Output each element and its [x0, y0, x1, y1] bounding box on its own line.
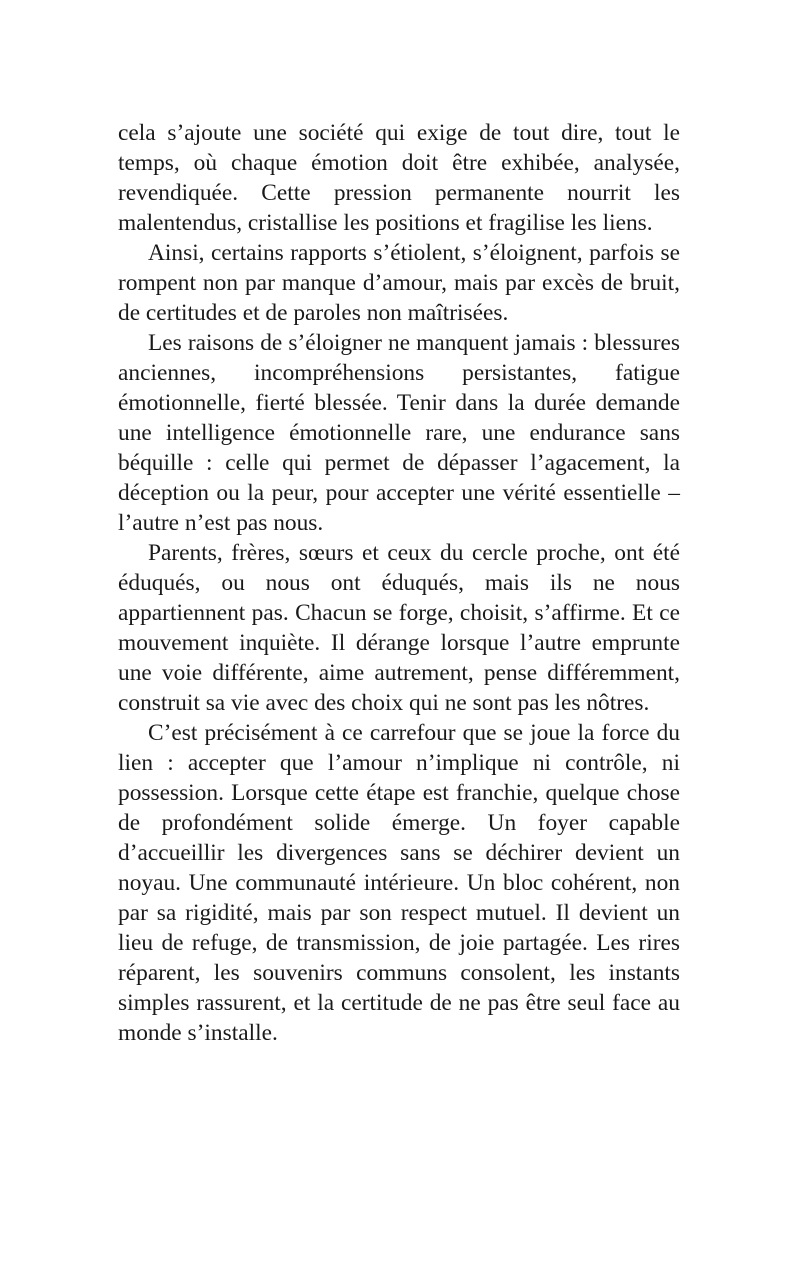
paragraph-1: cela s’ajoute une société qui exige de tout dire, tout le temps, où chaque émotion doit être exhibée, analysée, revendiquée. Cette pression permanente nourrit les malentendus, cristallise les positions et fragilise les liens.: [118, 120, 680, 236]
paragraph-3: Les raisons de s’éloigner ne manquent jamais : blessures anciennes, incompréhensions persistantes, fatigue émotionnelle, fierté blessée. Tenir dans la durée demande une intelligence émotionnelle rare, une endurance sans béquille : celle qui permet de dépasser l’agacement, la déception ou la peur, pour accepter une vérité essentielle – l’autre n’est pas nous.: [118, 330, 680, 536]
paragraph-2: Ainsi, certains rapports s’étiolent, s’éloignent, parfois se rompent non par manque d’amour, mais par excès de bruit, de certitudes et de paroles non maîtrisées.: [118, 240, 680, 326]
paragraph-4: Parents, frères, sœurs et ceux du cercle proche, ont été éduqués, ou nous ont éduqués, mais ils ne nous appartiennent pas. Chacun se forge, choisit, s’affirme. Et ce mouvement inquiète. Il dérange lorsque l’autre emprunte une voie différente, aime autrement, pense différemment, construit sa vie avec des choix qui ne sont pas les nôtres.: [118, 540, 680, 716]
body-text: [118, 118, 680, 1048]
paragraph-5: C’est précisément à ce carrefour que se joue la force du lien : accepter que l’amour n’implique ni contrôle, ni possession. Lorsque cette étape est franchie, quelque chose de profondément solide émerge. Un foyer capable d’accueillir les divergences sans se déchirer devient un noyau. Une communauté intérieure. Un bloc cohérent, non par sa rigidité, mais par son respect mutuel. Il devient un lieu de refuge, de transmission, de joie partagée. Les rires réparent, les souvenirs communs consolent, les instants simples rassurent, et la certitude de ne pas être seul face au monde s’installe.: [118, 720, 680, 1046]
